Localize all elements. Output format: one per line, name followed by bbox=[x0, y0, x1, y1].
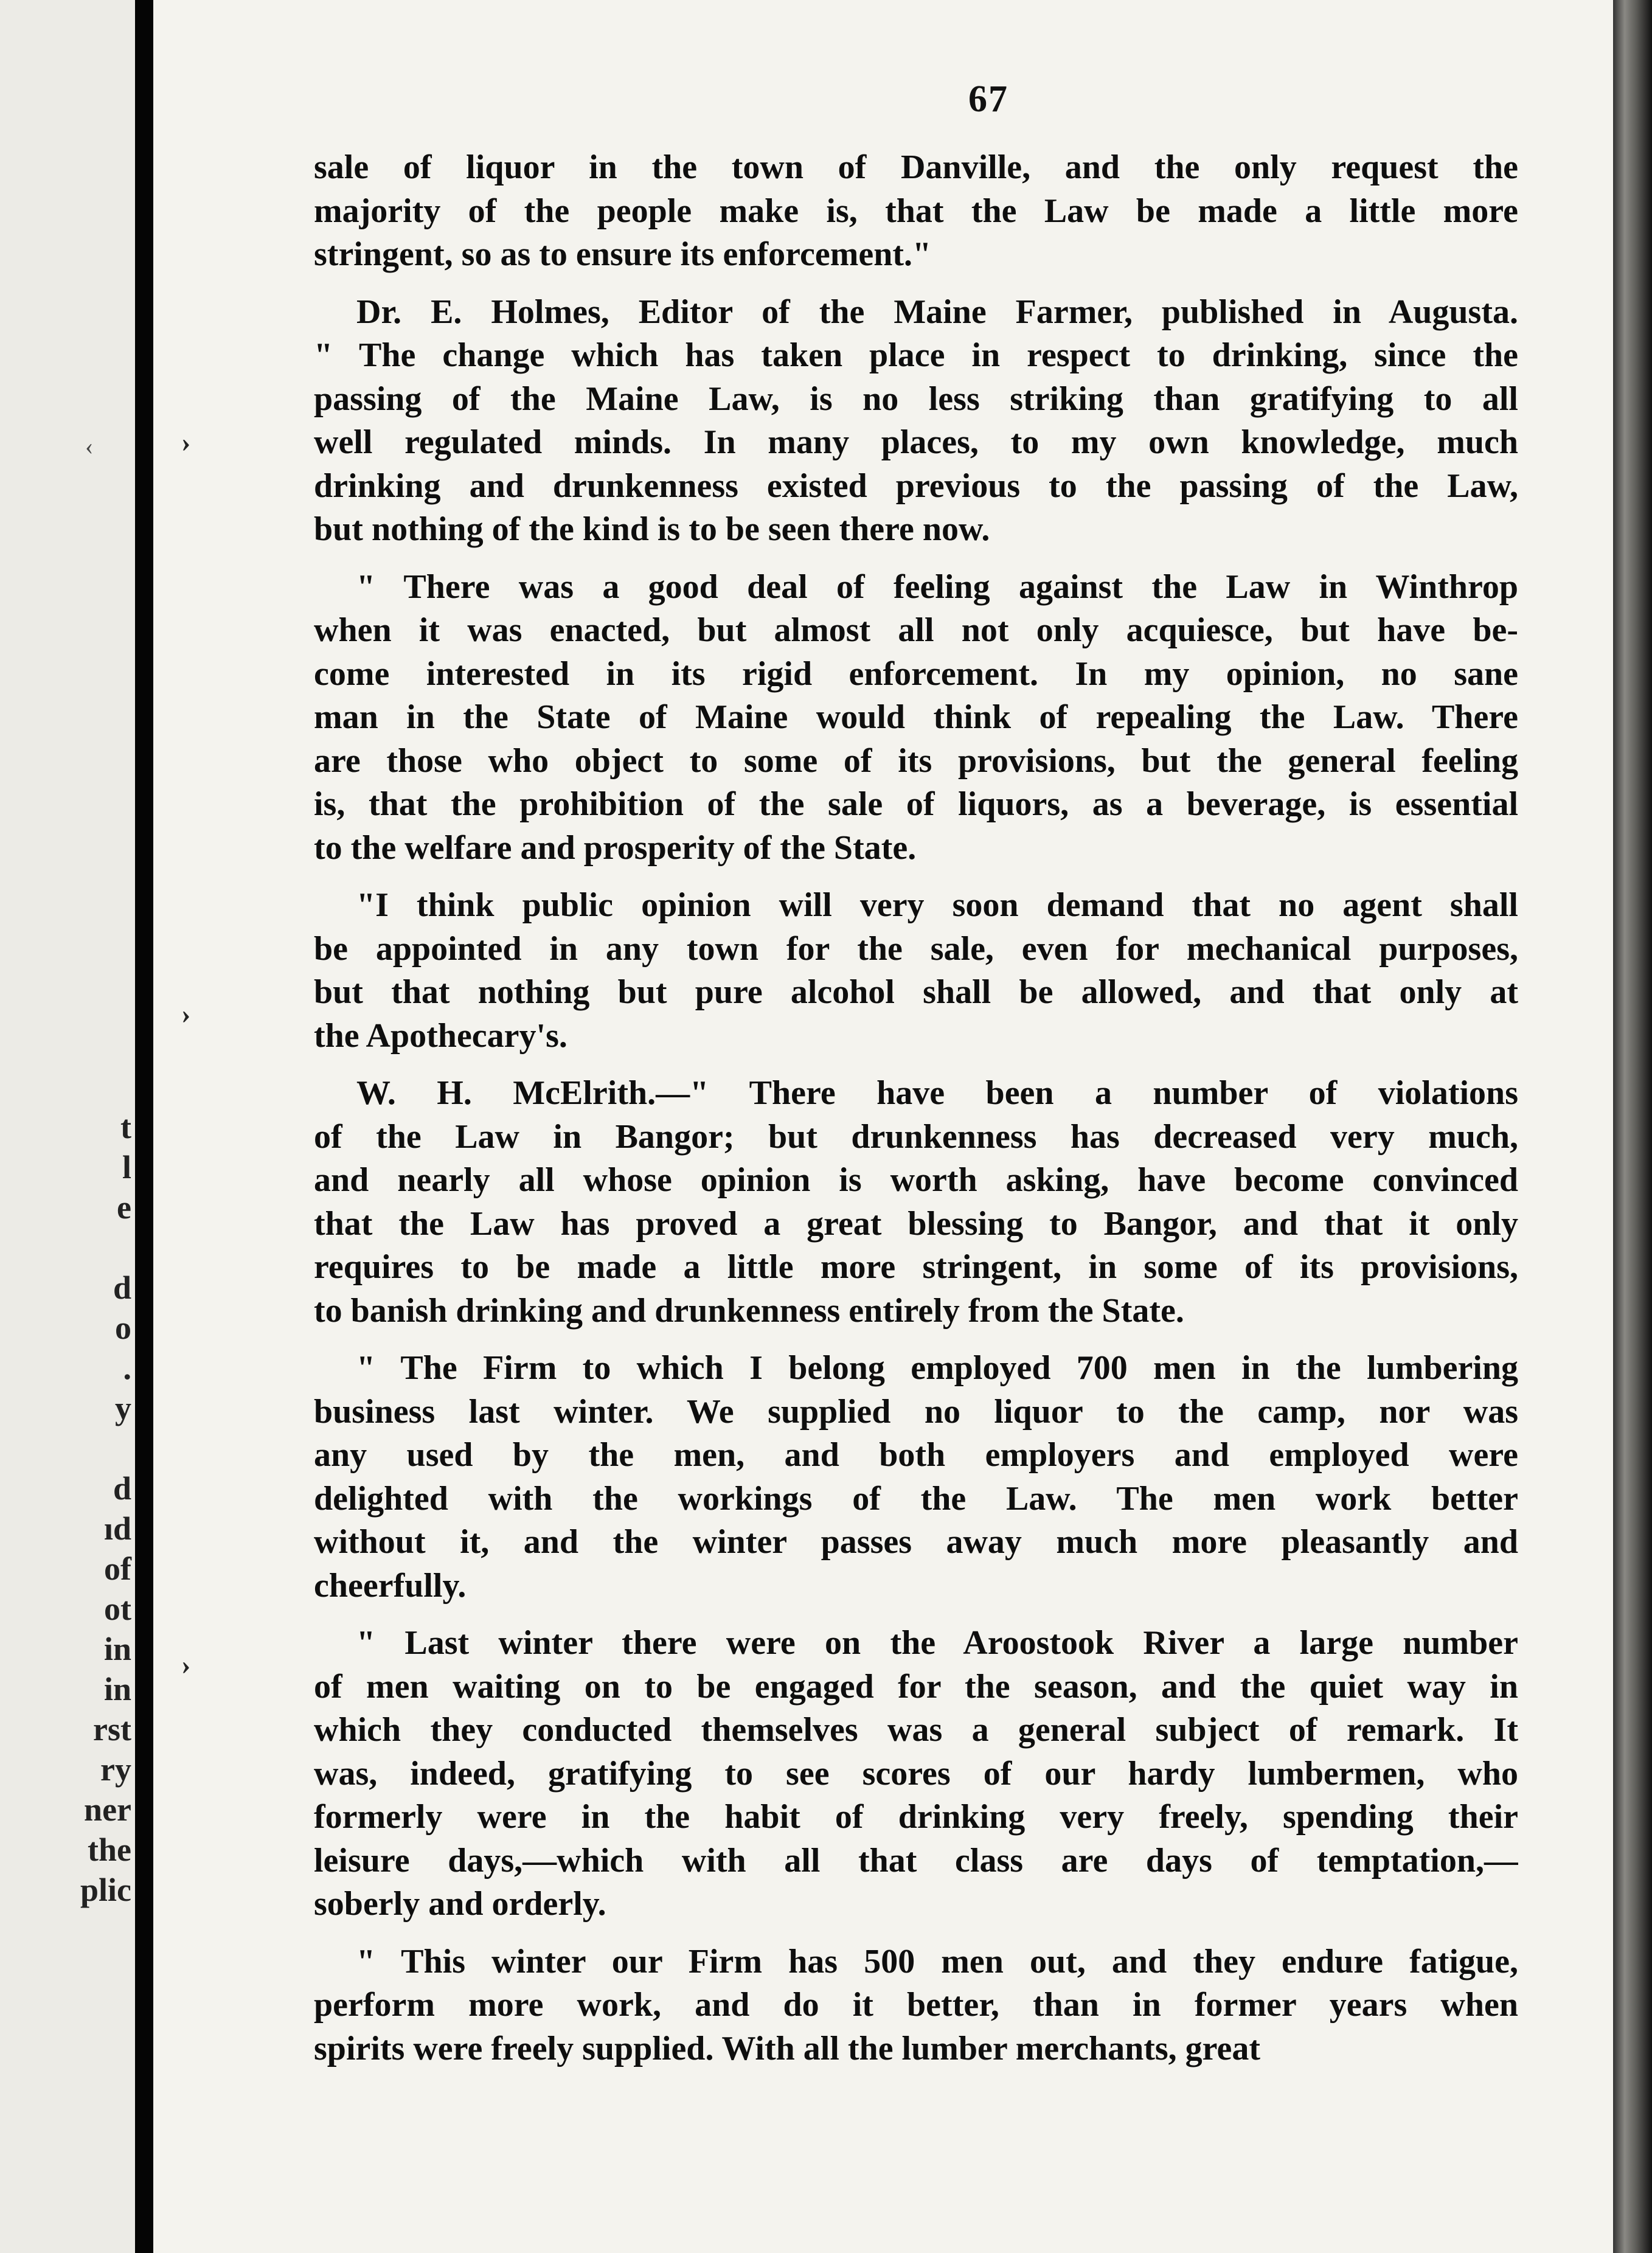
text-line: of men waiting on to be engaged for the season, and the quiet way in bbox=[314, 1667, 1518, 1706]
text-line: is, that the prohibition of the sale of liquors, as a beverage, is essential bbox=[314, 785, 1518, 823]
previous-page-strip bbox=[0, 0, 135, 2253]
text-line: to the welfare and prosperity of the State. bbox=[314, 828, 917, 867]
text-line: "I think public opinion will very soon demand that no agent shall bbox=[356, 886, 1518, 924]
text-line: but nothing of the kind is to be seen there now. bbox=[314, 510, 990, 548]
text-line: sale of liquor in the town of Danville, and the only request the bbox=[314, 148, 1518, 186]
margin-fragment bbox=[58, 1428, 131, 1468]
page-edge bbox=[1613, 0, 1652, 2253]
text-line: requires to be made a little more stringent, in some of its provisions, bbox=[314, 1248, 1518, 1286]
book-page bbox=[153, 0, 1613, 2253]
previous-page-margin-fragments bbox=[58, 1107, 131, 1910]
text-line: W. H. McElrith.—" There have been a number of violations bbox=[356, 1074, 1518, 1112]
margin-fragment bbox=[58, 1227, 131, 1268]
text-line: which they conducted themselves was a general subject of remark. It bbox=[314, 1711, 1518, 1749]
page-number: 67 bbox=[968, 78, 1008, 120]
paragraph-p1 bbox=[314, 146, 1518, 277]
margin-fragment: rst bbox=[93, 1711, 131, 1748]
text-line: when it was enacted, but almost all not only acquiesce, but have be- bbox=[314, 611, 1518, 649]
text-line: majority of the people make is, that the Law be made a little more bbox=[314, 192, 1518, 230]
text-line: without it, and the winter passes away much more pleasantly and bbox=[314, 1523, 1518, 1561]
text-line: delighted with the workings of the Law. The men work better bbox=[314, 1479, 1518, 1518]
margin-fragment: in bbox=[103, 1631, 131, 1667]
text-line: any used by the men, and both employers and employed were bbox=[314, 1436, 1518, 1474]
text-line: of the Law in Bangor; but drunkenness has decreased very much, bbox=[314, 1117, 1518, 1156]
text-line: perform more work, and do it better, than in former years when bbox=[314, 1986, 1518, 2024]
text-line: cheerfully. bbox=[314, 1566, 467, 1605]
paragraph-p3 bbox=[314, 566, 1518, 870]
text-line: " The change which has taken place in respect to drinking, since the bbox=[314, 336, 1518, 374]
margin-fragment: . bbox=[123, 1350, 131, 1386]
text-line: spirits were freely supplied. With all the lumber merchants, great bbox=[314, 2029, 1261, 2067]
page-body-text bbox=[314, 146, 1518, 2085]
text-line: " The Firm to which I belong employed 700 men in the lumbering bbox=[356, 1349, 1518, 1387]
text-line: drinking and drunkenness existed previous to the passing of the Law, bbox=[314, 467, 1518, 505]
margin-fragment: plic bbox=[80, 1872, 131, 1908]
paragraph-p2 bbox=[314, 291, 1518, 552]
margin-fragment: d bbox=[113, 1269, 131, 1306]
margin-fragment: ry bbox=[100, 1751, 131, 1788]
margin-fragment: ner bbox=[84, 1791, 131, 1828]
text-line: Dr. E. Holmes, Editor of the Maine Farmer, published in Augusta. bbox=[356, 293, 1518, 331]
text-line: stringent, so as to ensure its enforcement." bbox=[314, 235, 932, 273]
text-line: formerly were in the habit of drinking very freely, spending their bbox=[314, 1798, 1518, 1836]
text-line: " There was a good deal of feeling against the Law in Winthrop bbox=[356, 568, 1518, 606]
paragraph-p6 bbox=[314, 1347, 1518, 1608]
margin-fragment: e bbox=[117, 1189, 131, 1226]
text-line: well regulated minds. In many places, to my own knowledge, much bbox=[314, 423, 1518, 461]
margin-fragment: the bbox=[88, 1831, 131, 1868]
binding-mark-icon: › bbox=[181, 1649, 191, 1680]
text-line: business last winter. We supplied no liquor to the camp, nor was bbox=[314, 1392, 1518, 1431]
text-line: but that nothing but pure alcohol shall be allowed, and that only at bbox=[314, 973, 1518, 1011]
paragraph-p5 bbox=[314, 1072, 1518, 1333]
binding-mark-icon: › bbox=[181, 998, 191, 1029]
margin-fragment: ıd bbox=[103, 1510, 131, 1547]
text-line: come interested in its rigid enforcement. In my opinion, no sane bbox=[314, 654, 1518, 693]
text-line: passing of the Maine Law, is no less striking than gratifying to all bbox=[314, 380, 1518, 418]
book-gutter bbox=[135, 0, 153, 2253]
text-line: " Last winter there were on the Aroostook River a large number bbox=[356, 1624, 1518, 1662]
text-line: to banish drinking and drunkenness entirely from the State. bbox=[314, 1291, 1184, 1330]
margin-fragment: ot bbox=[104, 1591, 131, 1627]
text-line: was, indeed, gratifying to see scores of our hardy lumbermen, who bbox=[314, 1754, 1518, 1793]
text-line: are those who object to some of its provisions, but the general feeling bbox=[314, 741, 1518, 780]
margin-fragment: in bbox=[103, 1671, 131, 1707]
text-line: " This winter our Firm has 500 men out, and they endure fatigue, bbox=[356, 1942, 1518, 1980]
text-line: man in the State of Maine would think of repealing the Law. There bbox=[314, 698, 1518, 736]
binding-mark-icon: ‹ bbox=[85, 432, 94, 460]
margin-fragment: d bbox=[113, 1470, 131, 1507]
paragraph-p7 bbox=[314, 1622, 1518, 1926]
text-line: soberly and orderly. bbox=[314, 1885, 606, 1923]
margin-fragment: t bbox=[120, 1109, 131, 1145]
margin-fragment: l bbox=[122, 1149, 131, 1186]
margin-fragment: y bbox=[115, 1390, 131, 1426]
text-line: and nearly all whose opinion is worth asking, have become convinced bbox=[314, 1161, 1518, 1199]
margin-fragment: of bbox=[104, 1550, 131, 1587]
text-line: be appointed in any town for the sale, even for mechanical purposes, bbox=[314, 929, 1518, 968]
text-line: leisure days,—which with all that class are days of temptation,— bbox=[314, 1841, 1518, 1880]
margin-fragment: o bbox=[115, 1310, 131, 1346]
binding-mark-icon: › bbox=[181, 426, 191, 457]
paragraph-p8 bbox=[314, 1940, 1518, 2071]
text-line: that the Law has proved a great blessing to Bangor, and that it only bbox=[314, 1204, 1518, 1243]
text-line: the Apothecary's. bbox=[314, 1016, 567, 1055]
paragraph-p4 bbox=[314, 884, 1518, 1058]
